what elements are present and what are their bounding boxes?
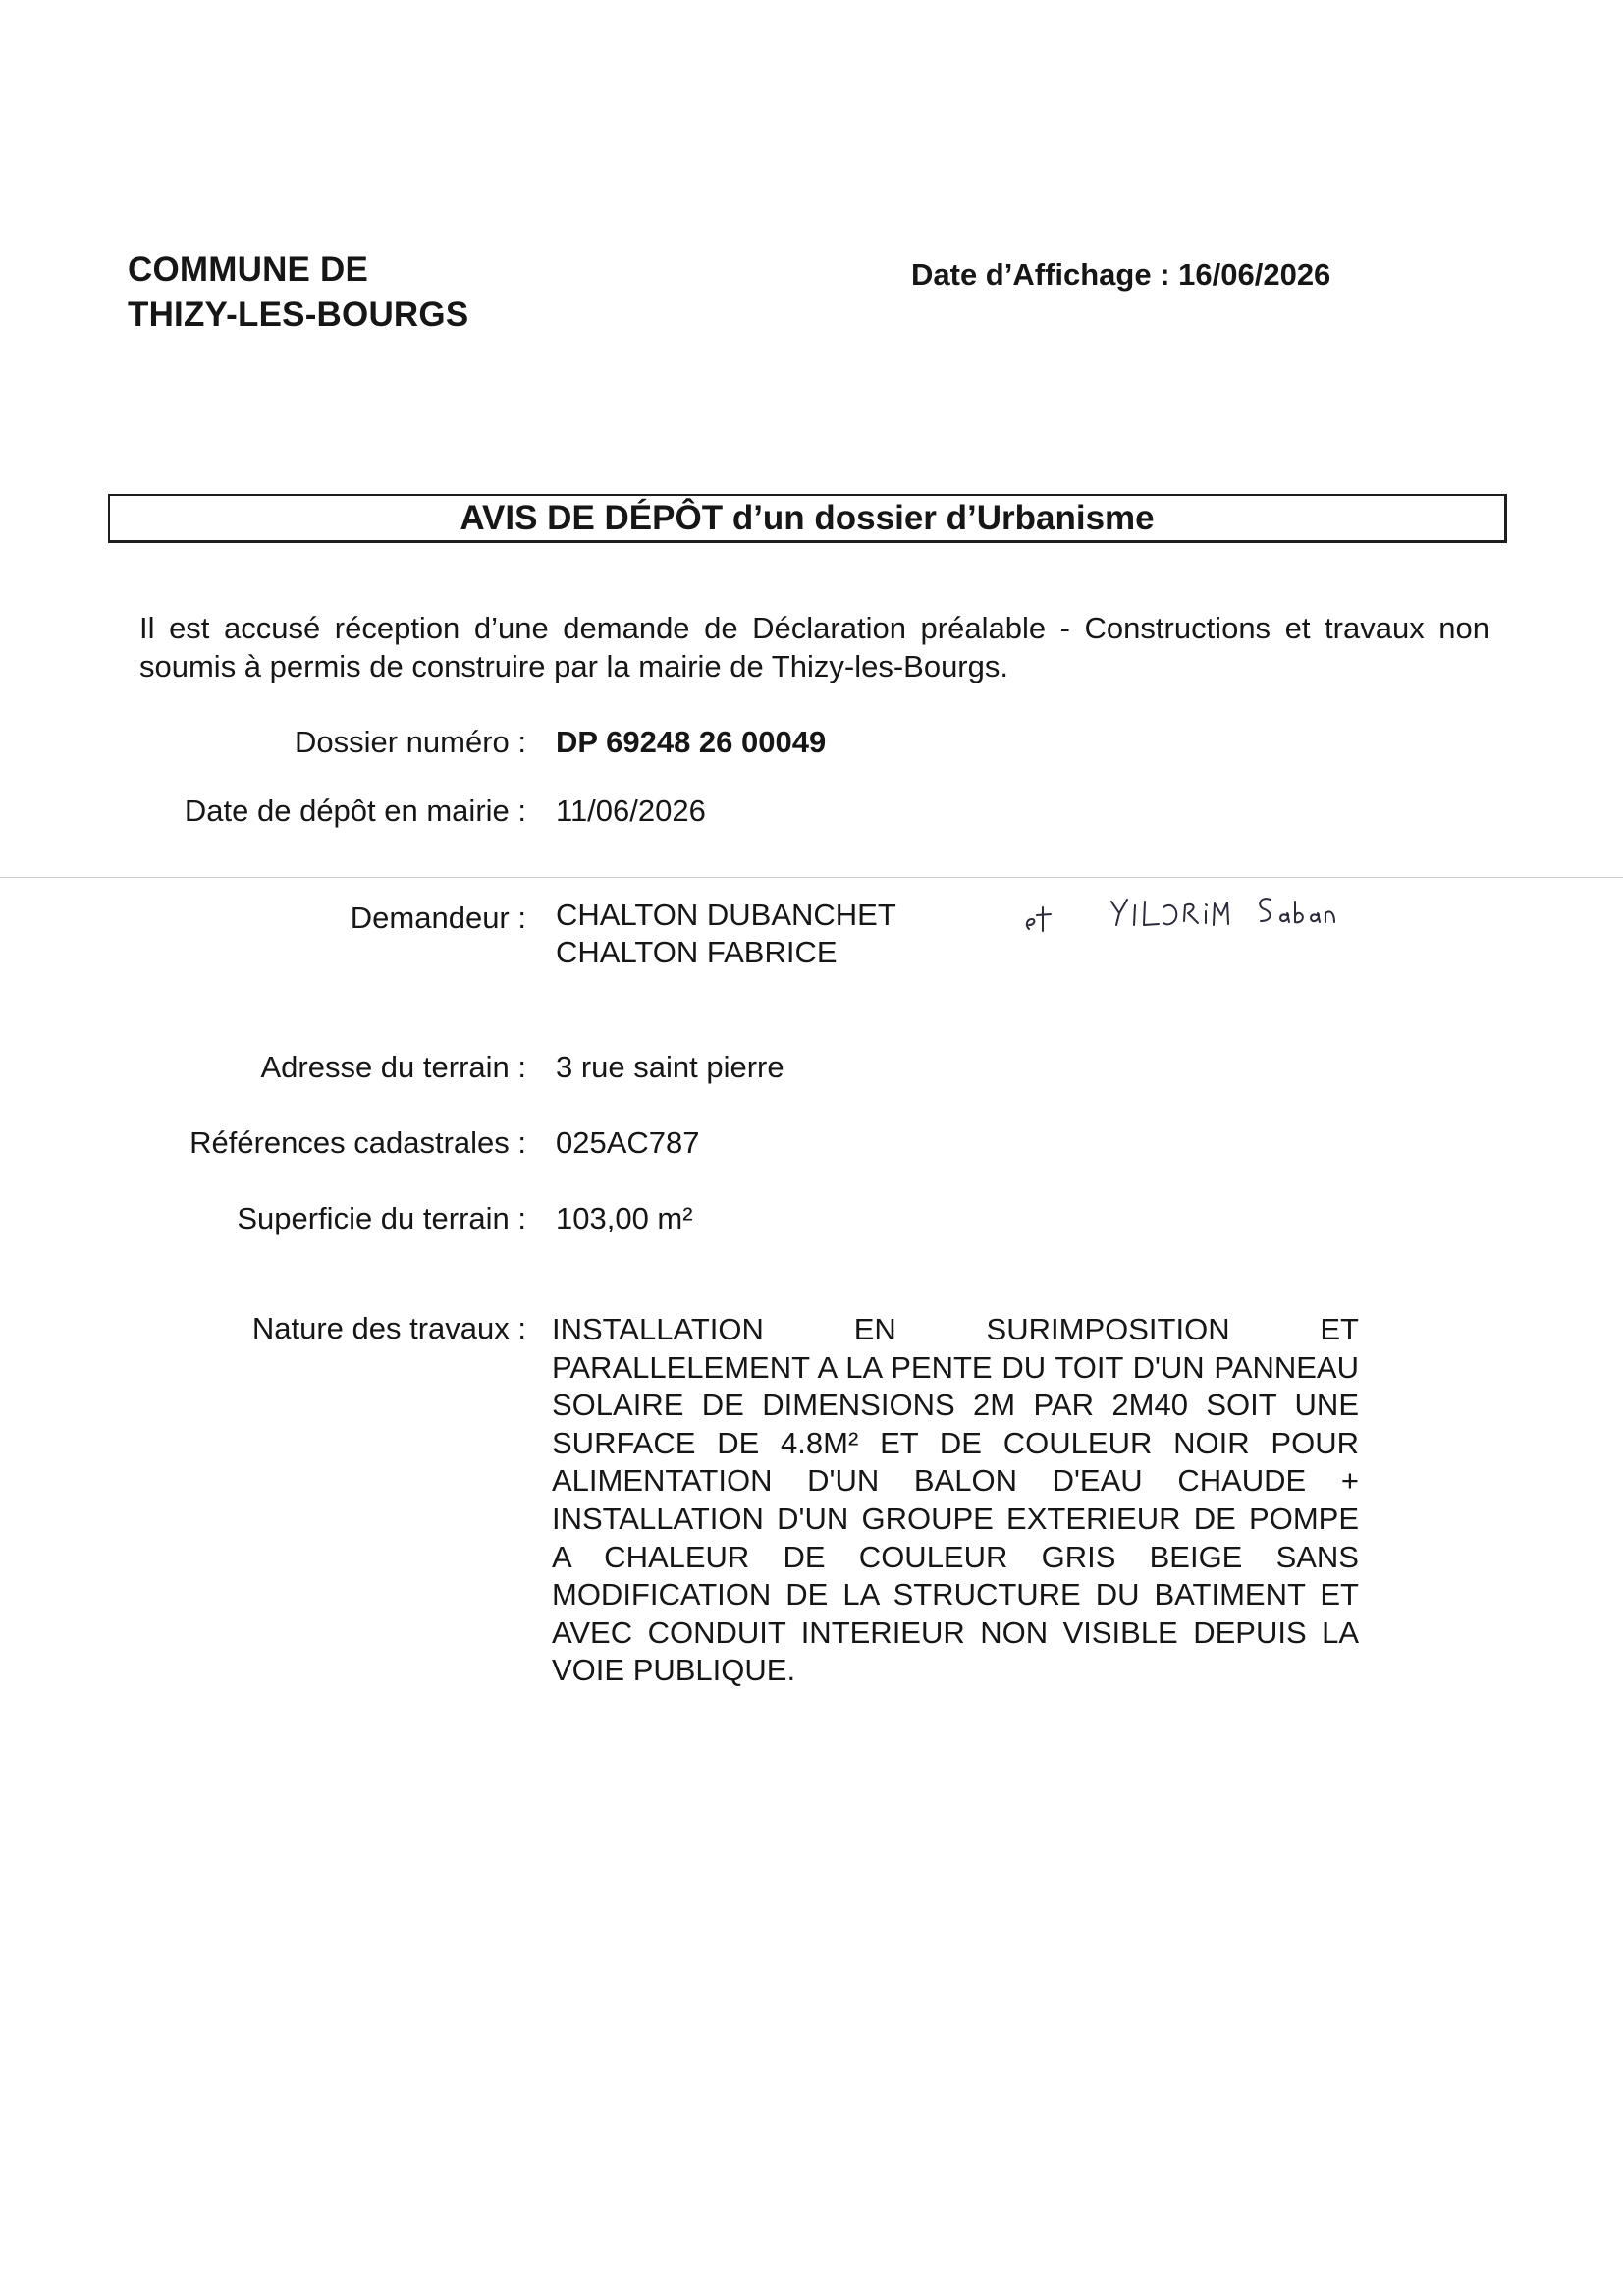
document-title-box — [108, 494, 1507, 543]
demandeur-label: Demandeur : — [350, 901, 526, 935]
commune-line-1: COMMUNE DE — [128, 250, 369, 289]
scan-fold-line — [0, 877, 1623, 878]
handwritten-annotation-drawing — [1021, 886, 1355, 935]
commune-line-2: THIZY-LES-BOURGS — [128, 296, 469, 334]
dossier-value: DP 69248 26 00049 — [556, 725, 827, 759]
demandeur-line-2: CHALTON FABRICE — [556, 935, 838, 969]
demandeur-value — [556, 897, 896, 971]
adresse-label: Adresse du terrain : — [260, 1050, 526, 1084]
dossier-label: Dossier numéro : — [294, 725, 526, 759]
adresse-value: 3 rue saint pierre — [556, 1050, 784, 1084]
handwritten-annotation — [1021, 886, 1355, 940]
superficie-label: Superficie du terrain : — [237, 1201, 526, 1235]
date-affichage: Date d’Affichage : 16/06/2026 — [911, 257, 1331, 292]
nature-label: Nature des travaux : — [251, 1311, 526, 1345]
nature-value: INSTALLATION EN SURIMPOSITION ET PARALLELEMENT A LA PENTE DU TOIT D'UN PANNEAU SOLAIRE DE DIMENSIONS 2M PAR 2M40 SOIT UNE SURFACE DE 4.8M² ET DE COULEUR NOIR POUR ALIMENTATION D'UN BALON D'EAU CHAUDE + INSTALLATION D'UN GROUPE EXTERIEUR DE POMPE A CHALEUR DE COULEUR GRIS BEIGE SANS MODIFICATION DE LA STRUCTURE DU BATIMENT ET AVEC CONDUIT INTERIEUR NON VISIBLE DEPUIS LA VOIE PUBLIQUE. — [552, 1312, 1359, 1688]
superficie-value: 103,00 m² — [556, 1201, 693, 1235]
cadastre-value: 025AC787 — [556, 1125, 700, 1160]
depot-label: Date de dépôt en mairie : — [184, 793, 526, 828]
demandeur-line-1: CHALTON DUBANCHET — [556, 898, 896, 932]
intro-paragraph: Il est accusé réception d’une demande de Déclaration préalable - Constructions et travaux non soumis à permis de construire par la mairie de Thizy-les-Bourgs. — [139, 611, 1489, 683]
document-title: AVIS DE DÉPÔT d’un dossier d’Urbanisme — [460, 498, 1155, 537]
cadastre-label: Références cadastrales : — [189, 1125, 526, 1160]
commune-name — [128, 247, 468, 338]
depot-value: 11/06/2026 — [556, 793, 706, 828]
